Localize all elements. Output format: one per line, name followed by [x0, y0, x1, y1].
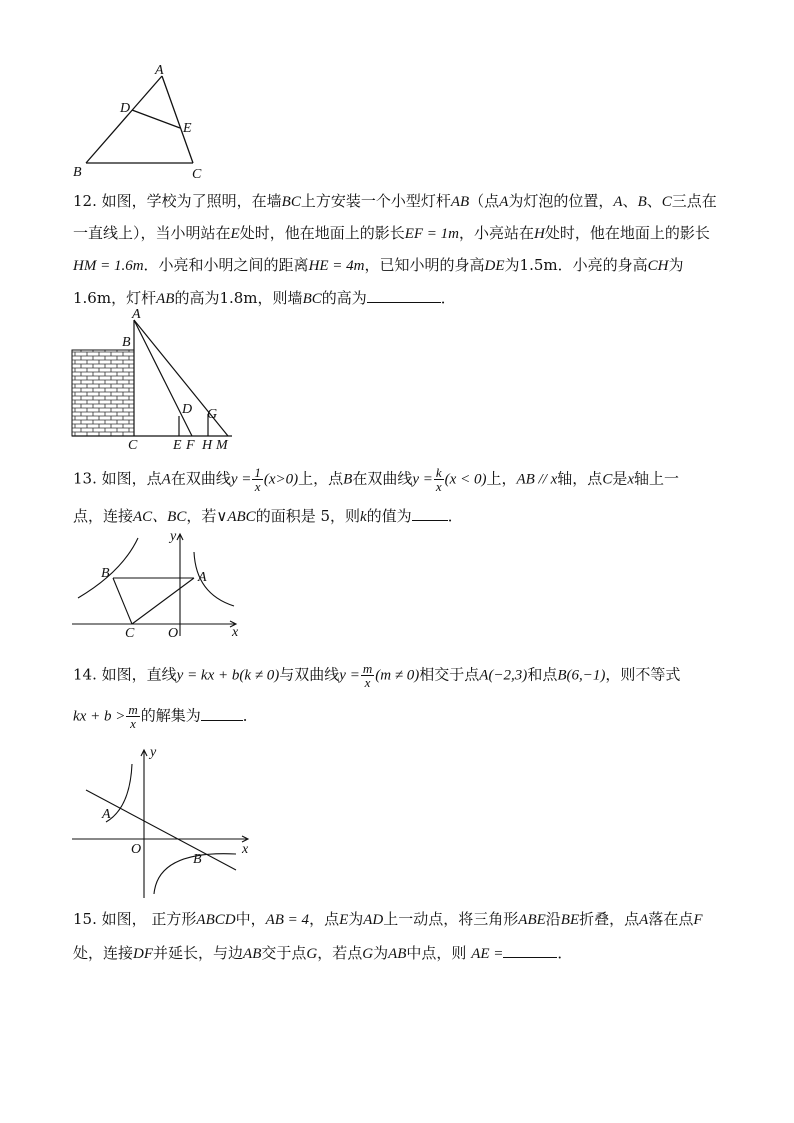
label-c: C — [128, 438, 138, 453]
label-h: H — [202, 438, 213, 453]
q12-line-1: 12. 如图，学校为了照明，在墙BC上方安装一个小型灯杆AB（点A为灯泡的位置，A、B、C三点在 — [73, 192, 717, 210]
fraction: $\frac{k}{x}$ — [435, 465, 442, 494]
label-e: E — [183, 121, 192, 136]
label-x: x — [242, 842, 249, 857]
q12-line-2: 一直线上），当小明站在E处时，他在地面上的影长EF = 1m，小亮站在H处时，他在地面上的影长 — [73, 224, 710, 242]
q12-line-3: HM = 1.6m．小亮和小明之间的距离HE = 4m，已知小明的身高DE为1.5m．小亮的身高CH为 — [73, 256, 684, 274]
label-c: C — [125, 626, 135, 641]
label-a: A — [132, 307, 141, 322]
fraction: $\frac{1}{x}$ — [254, 465, 261, 494]
answer-blank[interactable] — [503, 943, 557, 958]
label-f: F — [186, 438, 195, 453]
q12-number: 12. — [73, 192, 97, 210]
fraction: $\frac{m}{x}$ — [128, 702, 138, 731]
q14-line-2: kx + b > $\frac{m}{x}$ 的解集为 ． — [73, 702, 258, 731]
answer-blank[interactable] — [367, 288, 441, 303]
label-d: D — [120, 101, 131, 116]
label-b: B — [101, 566, 110, 581]
q14-line-1: 14. 如图，直线y = kx + b(k ≠ 0)与双曲线y = $\frac{m}{x}$ (m ≠ 0)相交于点A(−2,3)和点B(6,−1)，则不等式 — [73, 661, 681, 690]
label-y: y — [170, 529, 177, 544]
label-a: A — [155, 63, 164, 78]
label-x: x — [232, 625, 239, 640]
label-o: O — [168, 626, 179, 641]
q13-line-1: 13. 如图，点A在双曲线y = $\frac{1}{x}$ (x>0)上，点B在双曲线y = $\frac{k}{x}$ (x < 0)上，AB // x轴，点C是x轴上一 — [73, 465, 680, 494]
q15-line-1: 15. 如图， 正方形ABCD中，AB = 4，点E为AD上一动点，将三角形ABE沿BE折叠，点A落在点F — [73, 910, 703, 928]
figure-hyperbola-q13 — [70, 528, 250, 643]
q13-number: 13. — [73, 469, 97, 488]
label-c: C — [192, 167, 202, 182]
label-y: y — [150, 745, 157, 760]
figure-triangle-ade — [70, 62, 210, 182]
q13-line-2: 点，连接AC、BC，若∨ABC的面积是 5，则k的值为 ． — [73, 507, 463, 525]
q15-number: 15. — [73, 910, 97, 928]
answer-blank[interactable] — [412, 506, 448, 521]
answer-blank[interactable] — [201, 706, 243, 721]
label-g: G — [207, 407, 218, 422]
label-b: B — [193, 852, 202, 867]
figure-wall-lamp — [72, 307, 242, 453]
label-b: B — [73, 165, 82, 180]
label-m: M — [216, 438, 228, 453]
q15-line-2: 处，连接DF并延长，与边AB交于点G，若点G为AB中点，则 AE = ． — [73, 944, 573, 962]
q14-number: 14. — [73, 665, 97, 684]
label-b: B — [122, 335, 131, 350]
label-e: E — [173, 438, 182, 453]
label-d: D — [182, 402, 193, 417]
figure-hyperbola-q14 — [70, 742, 260, 902]
label-a: A — [198, 570, 207, 585]
wall — [72, 350, 134, 436]
label-o: O — [131, 842, 142, 857]
label-a: A — [102, 807, 111, 822]
q12-line-4: 1.6m，灯杆AB的高为1.8m，则墙BC的高为 ． — [73, 289, 456, 307]
fraction: $\frac{m}{x}$ — [362, 661, 373, 690]
